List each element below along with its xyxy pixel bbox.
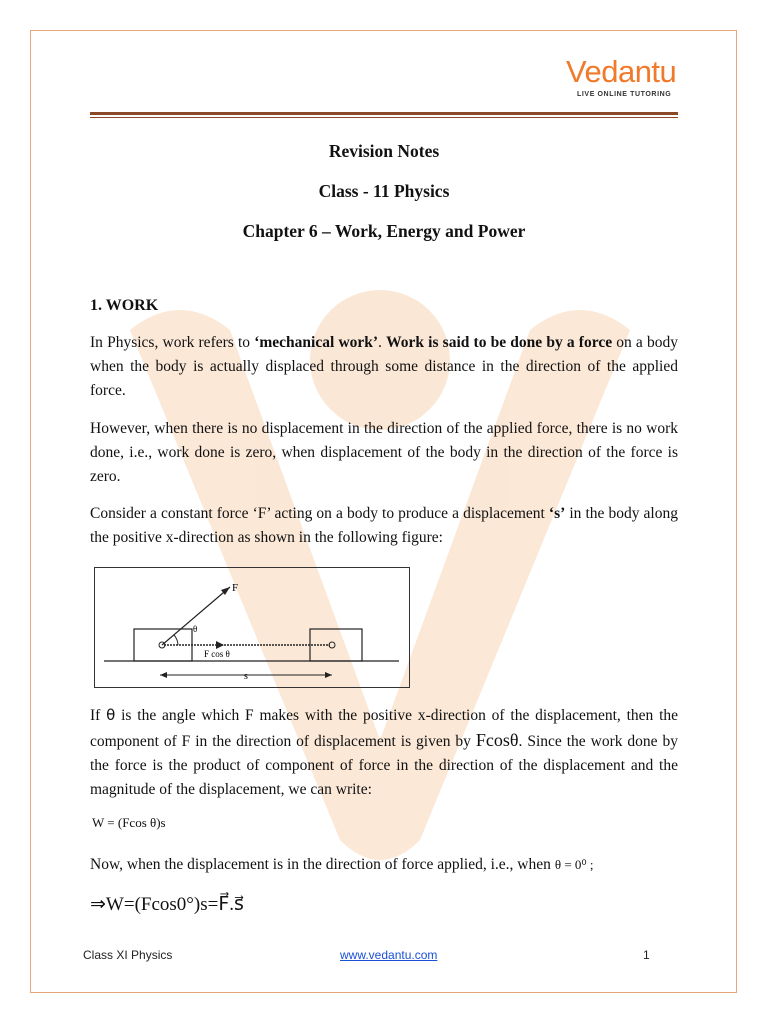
header-rule-thick — [90, 112, 678, 115]
paragraph-component: If θ is the angle which F makes with the positive x-direction of the displacement, then the component of F in the direction of displacement is given by Fcosθ. Since the work done by the force is the product of component of force in the direction of the displacement and the magnitude of the displacement, we can write: — [90, 706, 679, 798]
work-dot-product-equation: ⇒W=(Fcos0°)s=F⃗.s⃗ — [90, 894, 244, 915]
fcos-expression: Fcosθ — [475, 730, 519, 750]
header-rule-thin — [90, 117, 678, 118]
footer-website-link[interactable]: www.vedantu.com — [340, 948, 438, 962]
paragraph-zero-work: However, when there is no displacement in the direction of the applied force, there is no work done, i.e., work done is zero, when displacement of the body in the direction of the force is zero. — [90, 420, 678, 485]
figure-angle-label: θ — [193, 624, 198, 634]
doc-title: Revision Notes — [328, 141, 440, 161]
doc-chapter: Chapter 6 – Work, Energy and Power — [242, 221, 526, 241]
figure-displacement-label: s — [244, 671, 248, 682]
logo-tagline: LIVE ONLINE TUTORING — [577, 91, 672, 98]
section-heading: 1. WORK — [90, 297, 159, 314]
doc-class: Class - 11 Physics — [318, 181, 450, 201]
theta-condition: θ = 0⁰ ; — [554, 857, 594, 872]
figure-component-label: F cos θ — [204, 649, 230, 659]
work-equation: W = (Fcos θ)s — [92, 815, 166, 830]
vedantu-logo — [566, 54, 676, 106]
page-number: 1 — [643, 948, 650, 962]
paragraph-constant-force: Consider a constant force ‘F’ acting on a body to produce a displacement ‘s’ in the body along the positive x-direction as shown in the following figure: — [90, 505, 678, 546]
footer-class: Class XI Physics — [83, 948, 173, 962]
paragraph-definition: In Physics, work refers to ‘mechanical work’. Work is said to be done by a force on a body when the body is actually displaced through some distance in the direction of the applied force. — [90, 334, 678, 399]
figure-force-label: F — [232, 582, 239, 594]
theta-symbol: θ — [106, 706, 116, 724]
paragraph-parallel-case: Now, when the displacement is in the direction of force applied, i.e., when θ = 0⁰ ; — [90, 856, 594, 873]
force-displacement-figure — [94, 567, 410, 688]
logo-wordmark: Vedantu — [566, 54, 677, 89]
